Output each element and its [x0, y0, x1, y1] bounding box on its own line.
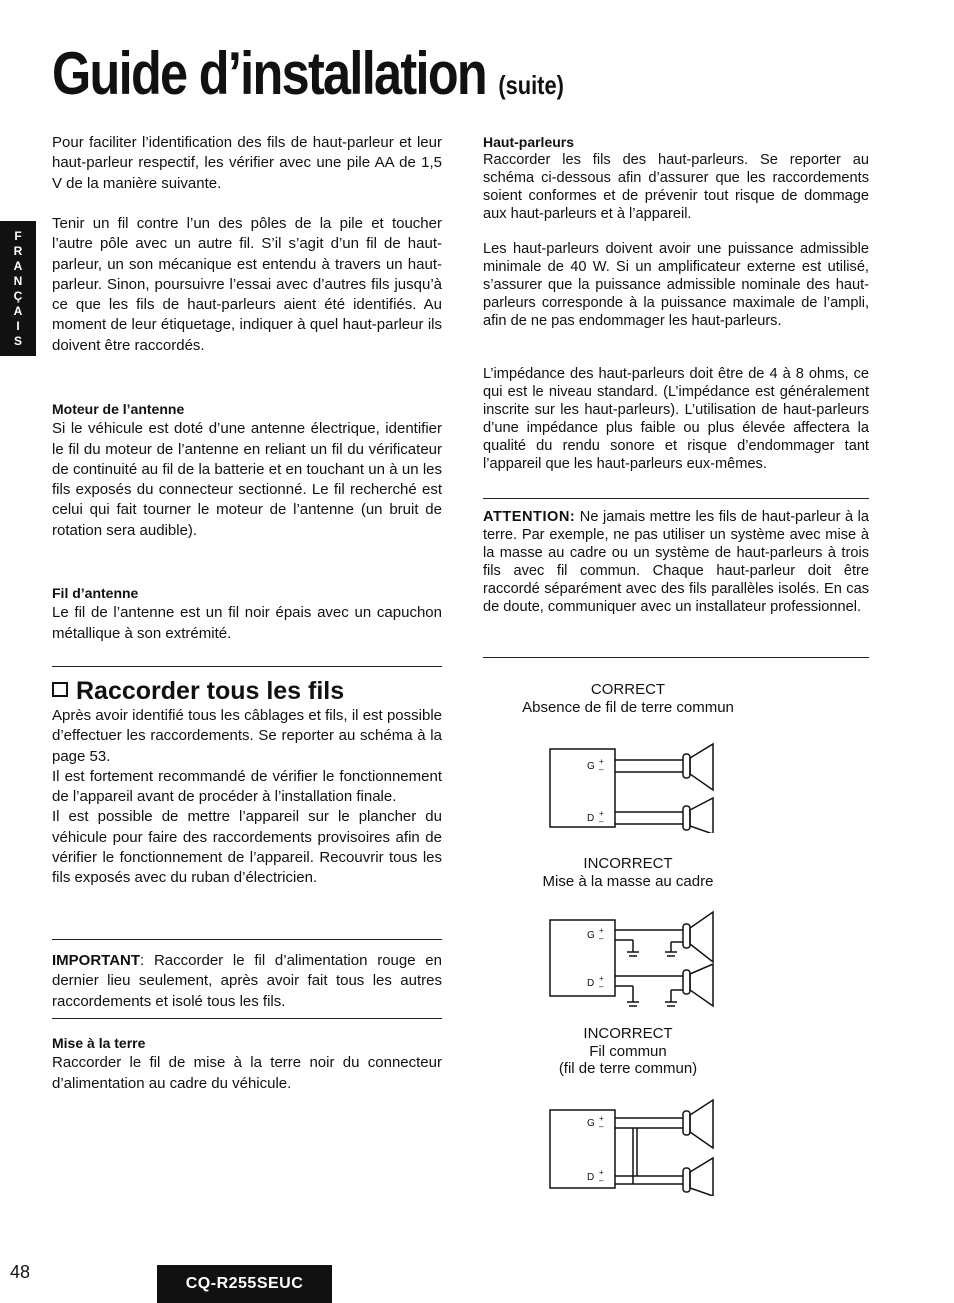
wiring-diagram-frame-ground: [545, 908, 720, 1020]
page-number: 48: [10, 1262, 31, 1282]
label-plus: +: [599, 1114, 604, 1123]
page-title: [52, 40, 564, 119]
label-plus: +: [599, 1168, 604, 1177]
ground-heading: Mise à la terre: [52, 1035, 146, 1051]
diagram-description: Absence de fil de terre commun: [522, 698, 734, 716]
language-tab: [0, 221, 36, 356]
title-text: Guide d’installation: [52, 40, 487, 107]
section-body: [52, 706, 442, 889]
procedure-paragraph: [52, 214, 442, 356]
tab-letter: I: [16, 318, 20, 333]
diagram-caption-frame-ground: [483, 855, 773, 890]
ground-section: [52, 1033, 442, 1094]
diagram-caption-common-wire: [483, 1025, 773, 1078]
diagram-caption-correct: [483, 681, 773, 716]
tab-letter: A: [13, 258, 23, 273]
speakers-section: [483, 133, 869, 223]
label-left: G: [587, 761, 595, 772]
diagram-status: INCORRECT: [583, 855, 673, 872]
section-heading-text: Raccorder tous les fils: [76, 677, 345, 705]
diagram-description: Mise à la masse au cadre: [542, 872, 714, 890]
tab-letter: R: [13, 243, 23, 258]
tab-letter: S: [13, 333, 22, 348]
label-minus: –: [599, 934, 604, 943]
label-right: D: [587, 978, 595, 989]
power-text: Les haut-parleurs doivent avoir une puissance admissible minimale de 40 W. Si un amplificateur externe est utilisé, s’assurer que la puissance admissible nominale des haut-parleurs corresponde à la puissance maximale de l’ampli, afin de ne pas endommager les haut-parleurs.: [483, 241, 869, 329]
tab-letter: Ç: [13, 288, 23, 303]
model-badge: CQ-R255SEUC: [157, 1265, 332, 1303]
label-plus: +: [599, 926, 604, 935]
power-paragraph: [483, 240, 869, 330]
section-divider: [52, 666, 442, 667]
important-text: : Raccorder le fil d’alimentation rouge en dernier lieu seulement, après avoir fait tous les autres raccordements et isolé tous les fils.: [52, 952, 442, 1010]
label-right: D: [587, 1172, 595, 1183]
intro-paragraph: [52, 133, 442, 194]
attention-divider-top: [483, 498, 869, 499]
impedance-text: L’impédance des haut-parleurs doit être de 4 à 8 ohms, ce qui est le niveau standard. (L’impédance est généralement inscrite sur les haut-parleurs). L’utilisation de haut-parleurs d’une impédance plus faible ou plus élevée affectera la qualité du rendu sonore et risque d’endommager tant l’appareil que les haut-parleurs eux-mêmes.: [483, 366, 869, 472]
section-paragraph: Il est possible de mettre l’appareil sur le plancher du véhicule pour faire des raccordements provisoires afin de vérifier le fonctionnement de l’appareil. Recouvrir tous les fils exposés avec du ruban d’électricien.: [52, 808, 442, 887]
title-suite: (suite): [498, 70, 564, 100]
label-plus: +: [599, 974, 604, 983]
label-plus: +: [599, 809, 604, 818]
important-divider-top: [52, 939, 442, 940]
tab-letter: A: [13, 303, 23, 318]
important-label: IMPORTANT: [52, 952, 141, 969]
antenna-motor-section: [52, 399, 442, 541]
label-minus: –: [599, 765, 604, 774]
section-heading: [52, 676, 344, 706]
label-minus: –: [599, 1122, 604, 1131]
section-paragraph: Après avoir identifié tous les câblages et fils, il est possible d’effectuer les raccordements. Se reporter au schéma à la page 53.: [52, 707, 442, 765]
speakers-text: Raccorder les fils des haut-parleurs. Se reporter au schéma ci-dessous afin d’assurer que les raccordements soient conformes et de prévenir tout risque de dommage aux haut-parleurs et à l’appareil.: [483, 152, 869, 222]
attention-note: [483, 508, 869, 616]
antenna-wire-section: [52, 583, 442, 644]
tab-letter: F: [14, 228, 22, 243]
antenna-wire-heading: Fil d’antenne: [52, 585, 139, 601]
wiring-diagram-common-wire: [545, 1096, 720, 1196]
label-plus: +: [599, 757, 604, 766]
checkbox-square-icon: [52, 682, 68, 697]
tab-letter: N: [13, 273, 23, 288]
diagram-status: CORRECT: [590, 681, 666, 698]
label-minus: –: [599, 982, 604, 991]
diagram-description: Fil commun: [589, 1042, 667, 1060]
attention-text: Ne jamais mettre les fils de haut-parleur à la terre. Par exemple, ne pas utiliser un système avec mise à la masse au cadre ou un système de haut-parleurs à trois fils avec fil commun. Chaque haut-parleur doit être raccordé séparément avec des fils parallèles isolés. En cas de doute, communiquer avec un installateur professionnel.: [483, 509, 869, 615]
label-minus: –: [599, 1176, 604, 1185]
important-note: [52, 951, 442, 1012]
wiring-diagram-correct: [545, 738, 720, 833]
label-minus: –: [599, 817, 604, 826]
antenna-motor-text: Si le véhicule est doté d’une antenne électrique, identifier le fil du moteur de l’antenne en reliant un fil du vérificateur de continuité au fil de la batterie et en touchant un à un les fils exposés du connecteur sectionné. Le fil recherché est celui qui fait tourner le moteur de l’antenne (un bruit de rotation sera audible).: [52, 420, 442, 539]
attention-divider-bottom: [483, 657, 869, 658]
procedure-text: Tenir un fil contre l’un des pôles de la pile et toucher l’autre pôle avec un autre fil. S’il s’agit d’un fil de haut-parleur, un son mécanique est entendu à travers un haut-parleur. Sinon, poursuivre l’essai avec d’autres fils jusqu’à ce que les fils de haut-parleurs aient été identifiés. Au moment de leur étiquetage, indiquer à quel haut-parleur ils doivent être raccordés.: [52, 215, 442, 354]
label-right: D: [587, 813, 595, 824]
label-left: G: [587, 1118, 595, 1129]
speakers-heading: Haut-parleurs: [483, 134, 575, 150]
antenna-motor-heading: Moteur de l’antenne: [52, 401, 185, 417]
intro-text: Pour faciliter l’identification des fils de haut-parleur et leur haut-parleur respectif, les vérifier avec une pile AA de 1,5 V de la manière suivante.: [52, 134, 442, 192]
diagram-description-extra: (fil de terre commun): [558, 1060, 698, 1077]
section-paragraph: Il est fortement recommandé de vérifier le fonctionnement de l’appareil avant de procéder à l’installation finale.: [52, 767, 442, 806]
important-divider-bottom: [52, 1018, 442, 1019]
impedance-paragraph: [483, 365, 869, 473]
attention-label: ATTENTION:: [483, 509, 576, 525]
diagram-status: INCORRECT: [583, 1025, 673, 1042]
ground-text: Raccorder le fil de mise à la terre noir du connecteur d’alimentation au cadre du véhicule.: [52, 1054, 442, 1092]
label-left: G: [587, 930, 595, 941]
antenna-wire-text: Le fil de l’antenne est un fil noir épais avec un capuchon métallique à son extrémité.: [52, 604, 442, 642]
